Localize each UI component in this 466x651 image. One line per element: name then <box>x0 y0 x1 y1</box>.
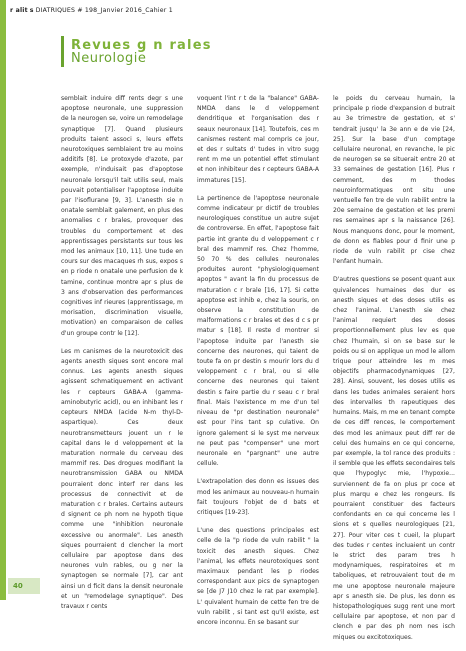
paragraph: semblait induire diff rents degr s une apoptose neuronale, une suppression de la neurogen se, voire un remodelage synaptique [7]. Quand plusieurs produits taient associ s, leurs effets neurotoxiques semblaient tre au moins additifs [8]. Le protoxyde d'azote, par exemple, n'induisait pas d'apoptose neuronale lorsqu'il tait utilis seul, mais pouvait potentialiser l'apoptose induite par l'isoflurane [9, 3]. L'anesth sie n onatale semblait galement, en plus des anomalies c r brales, provoquer des troubles du comportement et des apprentissages persistants sur tous les mod les animaux [10, 11]. Une tude en cours sur des macaques rh sus, expos s en p riode n onatale une perfusion de k tamine, continue montre apr s plus de 3 ans d'observation des performances cognitives inf rieures (apprentissage, m morisation, discrimination visuelle, motivation) en comparaison de celles d'un groupe contr le [12]. <box>61 95 183 337</box>
section-accent-bar <box>61 36 64 67</box>
paragraph: Les m canismes de la neurotoxicit des agents anesth siques sont encore mal connus. Les agents anesth siques agissent schmatiquement en activant les r cepteurs GABA-A (gamma-aminobutyric acid), ou en inhibant les r cepteurs NMDA (acide N-m thyl-D-aspartique). Ces deux neurotransmetteurs jouent un r le capital dans le d veloppement et la maturation normale du cerveau des mammif res. Des drogues modifiant la neurotransmission GABA ou NMDA pourraient donc interf rer dans les processus de connectivit et de maturation c r brales. Certains auteurs d signent ce ph nom ne hypoth tique comme une "inhibition neuronale excessive ou anormale". Les anesth siques pourraient d clencher la mort cellulaire par apoptose dans des neurones vuln rables, ou g ner la synaptogen se normale [7], car ant ainsi un d ficit dans la densit neuronale et un "remodelage synaptique". Des travaux r cents <box>61 347 183 610</box>
column-2 <box>197 94 319 636</box>
left-green-bar <box>0 0 6 600</box>
paragraph: L'une des questions principales est celle de la "p riode de vuln rabilit " la toxicit des anesth siques. Chez l'animal, les effets neurotoxiques sont maximaux pendant les p riodes correspondant aux pics de synaptogen se [de J7 J10 chez le rat par exemple]. L' quivalent humain de cette fen tre de vuln rabilit , si tant est qu'il existe, est encore inconnu. En se basant sur <box>197 527 319 626</box>
article-body <box>61 94 455 641</box>
section-title: Neurologie <box>71 51 147 66</box>
running-header <box>10 4 456 16</box>
section-header <box>61 36 416 67</box>
journal-brand: r alit <box>10 6 28 14</box>
page-number: 40 <box>13 582 23 590</box>
paragraph: L'extrapolation des donn es issues des mod les animaux au nouveau-n humain fait toujours l'objet de d bats et critiques [19-23]. <box>197 478 319 516</box>
header-separator: s <box>29 6 34 14</box>
paragraph: le poids du cerveau humain, la principale p riode d'expansion d butrait au 3e trimestre de gestation, et s' tendrait jusqu' la 3e ann e de vie [24, 25]. Sur la base d'un comptage cellulaire neuronal, en revanche, le pic de neurogen se se situerait entre 20 et 33 semaines de gestation [16]. Plus r cemment, des m thodes neuroinformatiques ont situ une ventuelle fen tre de vuln rabilit entre la 20e semaine de gestation et les premi res semaines apr s la naissance [26]. Nous manquons donc, pour le moment, de donn es fiables pour d finir une p riode de vuln rabilit pr cise chez l'enfant humain. <box>333 95 455 266</box>
rubrique-title: Revues g n rales <box>71 38 212 53</box>
column-3 <box>333 94 455 651</box>
paragraph: D'autres questions se posent quant aux quivalences humaines des dur es anesth siques et des doses utilis es chez l'animal. L'anesth sie chez l'animal requiert des doses proportionnellement plus lev es que chez l'humain, si on se base sur le poids ou si on applique un mod le allom trique pour atteindre les m mes objectifs pharmacodynamiques [27, 28]. Ainsi, souvent, les doses utilis es dans les tudes animales seraient hors des intervalles th rapeutiques des humains. Mais, m me en tenant compte de ces diff rences, le comportement des mod les animaux peut diff rer de celui des humains en ce qui concerne, par exemple, la tol rance des produits : il semble que les effets secondaires tels que l'hypoglyc mie, l'hypoxie... surviennent de fa on plus pr coce et plus marqu e chez les rongeurs. Ils pourraient constituer des facteurs confondants en ce qui concerne les l sions et s quelles neurologiques [21, 27]. Pour viter ces t cueil, la plupart des tudes r centes incluaient un contr le strict des param tres h modynamiques, respiratoires et m taboliques, et retrouvaient tout de m me une apoptose neuronale majeure apr s anesth sie. De plus, les donn es histopathologiques sugg rent une mort cellulaire par apoptose, et non par d clench e par des ph nom nes isch miques ou excitotoxiques. <box>333 276 455 641</box>
issue-info: DIATRIQUES # 198_Janvier 2016_Cahier 1 <box>35 6 173 14</box>
paragraph: voquent l'int r t de la "balance" GABA-NMDA dans le d veloppement dendritique et l'organisation des r seaux neuronaux [14]. Toutefois, ces m canismes restent mal compris ce jour, et des r sultats d' tudes in vitro sugg rent m me un potentiel effet stimulant et non inhibiteur des r cepteurs GABA-A immatures [15]. <box>197 95 319 184</box>
paragraph: La pertinence de l'apoptose neuronale comme indicateur pr dictif de troubles neurologiques constitue un autre sujet de controverse. En effet, l'apoptose fait partie int grante du d veloppement c r bral des mammif res. Chez l'homme, 50 70 % des cellules neuronales produites auront "physiologiquement apoptos " avant la fin du processus de maturation c r brale [16, 17]. Si cette apoptose est inhib e, chez la souris, on observe la constitution de malformations c r brales et des d c s pr matur s [18]. Il reste d montrer si l'apoptose induite par l'anesth sie concerne des neurones, qui taient de toute fa on pr destin s mourir lors du d veloppement c r bral, ou si elle concerne des neurones qui taient destin s faire partie du r seau c r bral final. Mais l'existence m me d'un tel niveau de "pr destination neuronale" est pour l'ins tant sp culative. On ignore galement si le syst me nerveux ne peut pas "compenser" une mort neuronale en "pargnant" une autre cellule. <box>197 194 319 468</box>
column-1 <box>61 94 183 620</box>
